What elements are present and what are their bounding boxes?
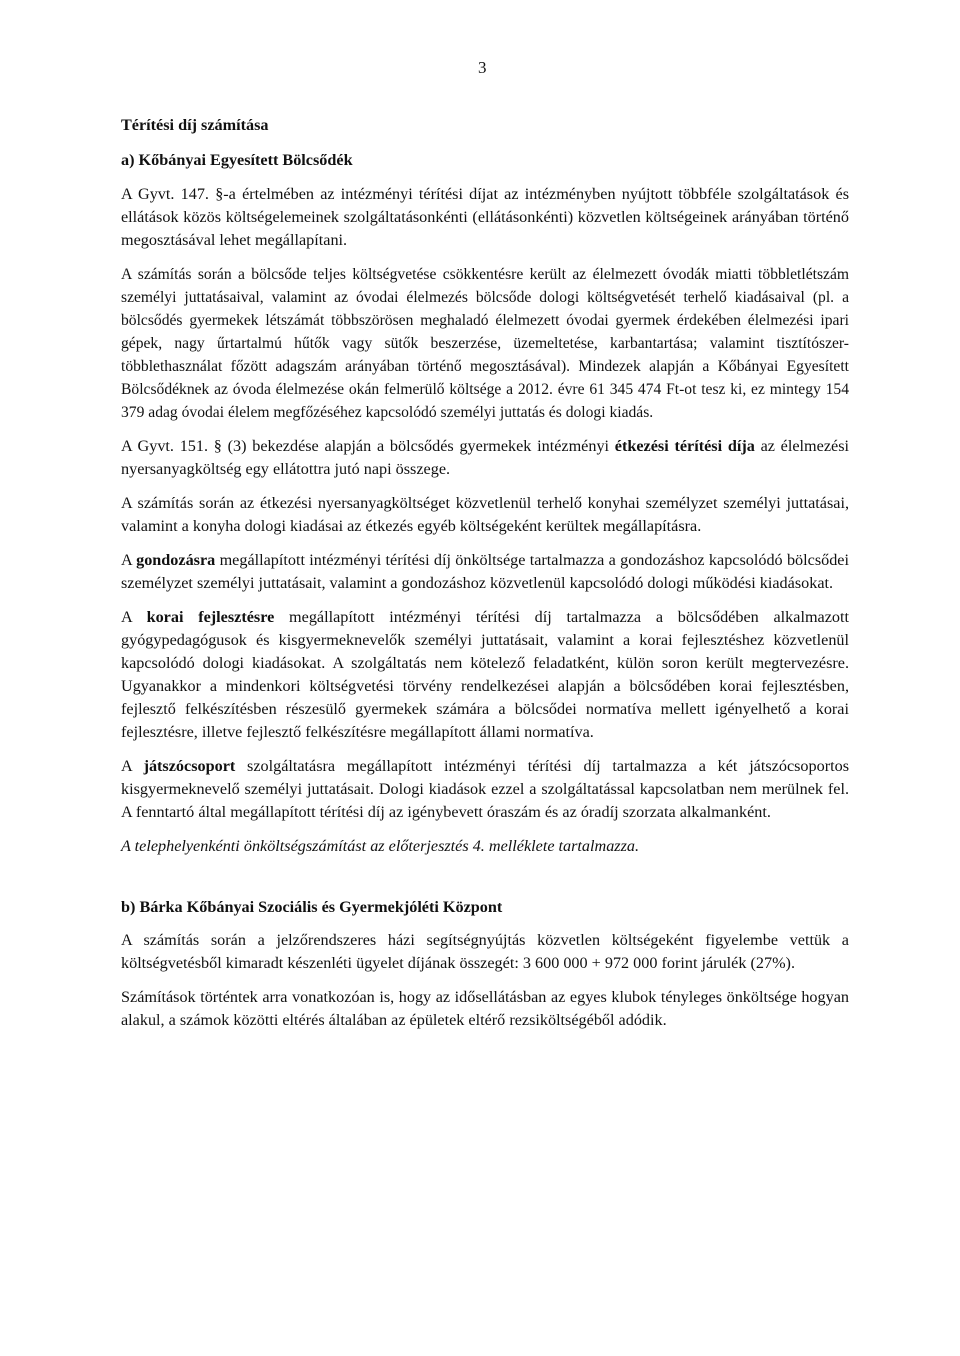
p6-bold-term: korai fejlesztésre	[146, 608, 275, 626]
section-a-paragraph-6	[121, 606, 849, 744]
p5-text-pre: A	[121, 551, 137, 569]
p6-text-pre: A	[121, 608, 147, 626]
section-b-paragraph-1: A számítás során a jelzőrendszeres házi segítségnyújtás közvetlen költségeként figyelembe vettük a költségvetésből kimaradt készenléti ügyelet díjának összegét: 3 600 000 + 972 000 forint járulék (27%).	[121, 931, 849, 972]
p3-text-post: az élelmezési nyersanyagköltség egy ellátottra jutó napi összege.	[121, 437, 849, 478]
section-a-note: A telephelyenkénti önköltségszámítást az előterjesztés 4. melléklete tartalmazza.	[121, 837, 640, 855]
section-a-paragraph-5	[121, 549, 849, 595]
section-a-paragraph-2: A számítás során a bölcsőde teljes költségvetése csökkentésre került az élelmezett óvodák miatti többletlétszám személyi juttatásaival, valamint az óvodai élelmezés bölcsőde dologi költségvetését terhelő kiadásaival (pl. a bölcsődés gyermekek létszámát többszörösen meghaladó élelmezett óvodai gyermek érdekében élelmezési ipari gépek, nagy űrtartalmú hűtők vagy sütők beszerzése, üzemeltetése, karbantartása; valamint tisztítószer-többlethasználat főzött adagszám arányában történő megosztásával). Mindezek alapján a Kőbányai Egyesített Bölcsődéknek az óvoda élelmezése okán felmerülő költsége a 2012. évre 61 345 474 Ft-ot tesz ki, ez mintegy 154 379 adag óvodai élelem megfőzéséhez kapcsolódó személyi juttatás és dologi kiadás.	[121, 266, 849, 421]
page-number: 3	[478, 58, 487, 77]
section-a-paragraph-1: A Gyvt. 147. §-a értelmében az intézményi térítési díjat az intézményben nyújtott többféle szolgáltatások és ellátások közös költségelemeinek szolgáltatásonkénti (ellátásonkénti) közvetlen költségeinek arányában történő megosztásával lehet megállapítani.	[121, 185, 849, 249]
p7-bold-term: játszócsoport	[143, 757, 236, 775]
section-a-paragraph-4: A számítás során az étkezési nyersanyagköltséget közvetlenül terhelő konyhai személyzet személyi juttatásai, valamint a konyha dologi kiadásai az étkezés egyéb költségeként kerültek megállapításra.	[121, 494, 849, 535]
p5-bold-term: gondozásra	[136, 551, 216, 569]
section-b-heading: b) Bárka Kőbányai Szociális és Gyermekjóléti Központ	[121, 898, 503, 916]
section-b-paragraph-2: Számítások történtek arra vonatkozóan is, hogy az idősellátásban az egyes klubok tényleges önköltsége hogyan alakul, a számok közötti eltérés általában az épületek eltérő rezsiköltségéből adódik.	[121, 988, 849, 1029]
p5-text-post: megállapított intézményi térítési díj önköltsége tartalmazza a gondozáshoz kapcsolódó bölcsődei személyzet személyi juttatásait, valamint a gondozáshoz közvetlenül kapcsolódó dologi működési kiadásokat.	[121, 551, 849, 592]
p3-text-pre: A Gyvt. 151. § (3) bekezdése alapján a bölcsődés gyermekek intézményi	[121, 437, 615, 455]
p3-bold-term: étkezési térítési díja	[614, 437, 755, 455]
p7-text-pre: A	[121, 757, 144, 775]
section-a-paragraph-3	[121, 435, 849, 481]
document-body	[121, 114, 849, 1043]
document-title: Térítési díj számítása	[121, 116, 269, 134]
section-a-paragraph-7	[121, 755, 849, 824]
section-a-heading: a) Kőbányai Egyesített Bölcsődék	[121, 151, 353, 169]
p7-text-post: szolgáltatásra megállapított intézményi térítési díj tartalmazza a két játszócsoportos kisgyermeknevelő személyi juttatásait. Dologi kiadások ezzel a szolgáltatással kapcsolatban nem merülnek fel. A fenntartó által megállapított térítési díj az igénybevett óraszám és az óradíj szorzata alkalmanként.	[121, 757, 849, 821]
p6-text-post: megállapított intézményi térítési díj tartalmazza a bölcsődében alkalmazott gyógypedagógusok és kisgyermeknevelők személyi juttatásait, valamint a korai fejlesztéshez közvetlenül kapcsolódó dologi kiadásokat. A szolgáltatás nem kötelező feladatként, külön soron került megtervezésre. Ugyanakkor a mindenkori költségvetési törvény rendelkezései alapján a bölcsődében korai fejlesztésben, fejlesztő felkészítésben részesülő gyermekek számára a bölcsődei normatíva mellett igényelhető a korai fejlesztésre, illetve fejlesztő felkészítésre megállapított állami normatíva.	[121, 608, 849, 741]
